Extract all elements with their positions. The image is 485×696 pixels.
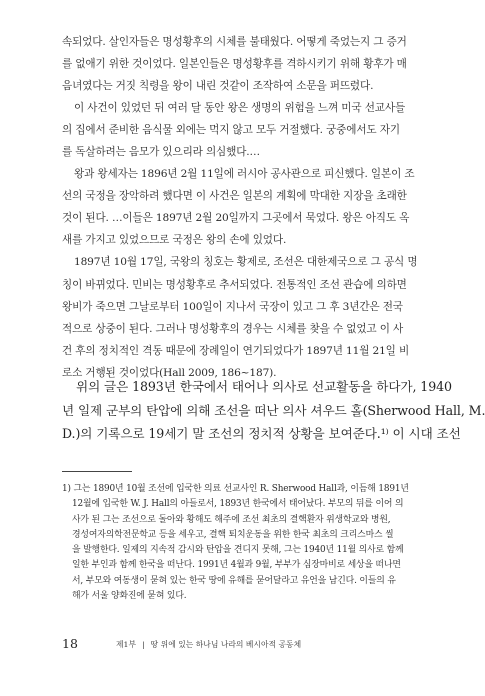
footnote-line: 1) 그는 1890년 10월 조선에 입국한 의료 선교사인 R. Sherwood Hall과, 이듬해 1891년 — [62, 484, 409, 494]
footnote — [62, 482, 409, 604]
quote-line: 왕비가 죽으면 그날로부터 100일이 지나서 국장이 있고 그 후 3년간은 전국 — [62, 300, 403, 313]
body-line: D.)의 기록으로 19세기 말 조선의 정치적 상황을 보여준다.¹⁾ 이 시대 조선 — [62, 426, 461, 441]
quote-line: 왕과 왕세자는 1896년 2월 11일에 러시아 공사관으로 피신했다. 일본이 조 — [74, 168, 415, 181]
quote-line: 이 사건이 있었던 뒤 여러 달 동안 왕은 생명의 위험을 느껴 미국 선교사들 — [74, 102, 406, 115]
block-quote — [62, 31, 418, 384]
footnote-line: 12월에 입국한 W. J. Hall의 아들로서, 1893년 한국에서 태어났다. 부모의 뒤를 이어 의 — [72, 499, 404, 510]
page-number: 18 — [62, 636, 78, 651]
footer-separator: | — [142, 640, 145, 649]
quote-line: 로소 거행된 것이었다(Hall 2009, 186~187). — [62, 366, 277, 379]
body-paragraph — [62, 375, 485, 446]
footnote-line: 해가 서울 양화진에 묻혀 있다. — [72, 591, 187, 602]
quote-line: 것이 된다. …이들은 1897년 2월 20일까지 그곳에서 묵었다. 왕은 아직도 옥 — [62, 212, 410, 225]
quote-line: 칭이 바뀌었다. 민비는 명성황후로 추서되었다. 전통적인 조선 관습에 의하면 — [62, 278, 407, 291]
footnote-line: 경성여자의학전문학교 등을 세우고, 결핵 퇴치운동을 위한 한국 최초의 크리스마스 씰 — [72, 529, 394, 540]
running-title — [116, 639, 301, 650]
quote-line: 건 후의 정치적인 격동 때문에 장례일이 연기되었다가 1897년 11월 21일 비 — [62, 344, 410, 357]
quote-line: 를 독살하려는 음모가 있으리라 의심했다.… — [62, 146, 260, 159]
quote-line: 1897년 10월 17일, 국왕의 칭호는 황제로, 조선은 대한제국으로 그 공식 명 — [74, 256, 418, 269]
part-label: 제1부 — [116, 640, 137, 649]
footnote-line: 서, 부모와 여동생이 묻혀 있는 한국 땅에 유해를 묻어달라고 유언을 남긴다. 이들의 유 — [72, 575, 396, 586]
quote-line: 음녀였다는 거짓 칙령을 왕이 내린 것같이 조작하여 소문을 퍼뜨렸다. — [62, 80, 374, 93]
footnote-line: 사가 된 그는 조선으로 돌아와 황해도 해주에 조선 최초의 결핵환자 위생학교와 병원, — [72, 514, 391, 525]
body-line: 위의 글은 1893년 한국에서 태어나 의사로 선교활동을 하다가, 1940 — [76, 379, 452, 394]
page-footer — [62, 636, 406, 654]
footnote-line: 일한 부인과 함께 한국을 떠난다. 1991년 4월과 9월, 부부가 심장마비로 세상을 떠나면 — [72, 560, 401, 571]
body-line: 년 일제 군부의 탄압에 의해 조선을 떠난 의사 셔우드 홀(Sherwood Hall, M. — [62, 402, 485, 418]
footnote-divider — [62, 471, 132, 472]
quote-line: 새를 가지고 있었으므로 국정은 왕의 손에 있었다. — [62, 234, 287, 247]
footnote-line: 을 발행한다. 일제의 지속적 감시와 탄압을 견디지 못해, 그는 1940년 11월 의사로 함께 — [72, 545, 404, 556]
quote-line: 의 집에서 준비한 음식물 외에는 먹지 않고 모두 거절했다. 궁중에서도 자기 — [62, 124, 400, 137]
book-title: 땅 위에 있는 하나님 나라의 베시아적 공동체 — [150, 640, 302, 649]
quote-line: 적으로 상중이 된다. 그러나 명성황후의 경우는 시체를 찾을 수 없었고 이 사 — [62, 322, 404, 335]
quote-line: 선의 국정을 장악하려 했다면 이 사건은 일본의 계획에 막대한 지장을 초래한 — [62, 190, 407, 203]
quote-line: 를 없애기 위한 것이었다. 일본인들은 명성황후를 격하시키기 위해 황후가 매 — [62, 58, 407, 71]
quote-line: 속되었다. 살인자들은 명성황후의 시체를 불태웠다. 어떻게 죽었는지 그 증거 — [62, 36, 407, 48]
